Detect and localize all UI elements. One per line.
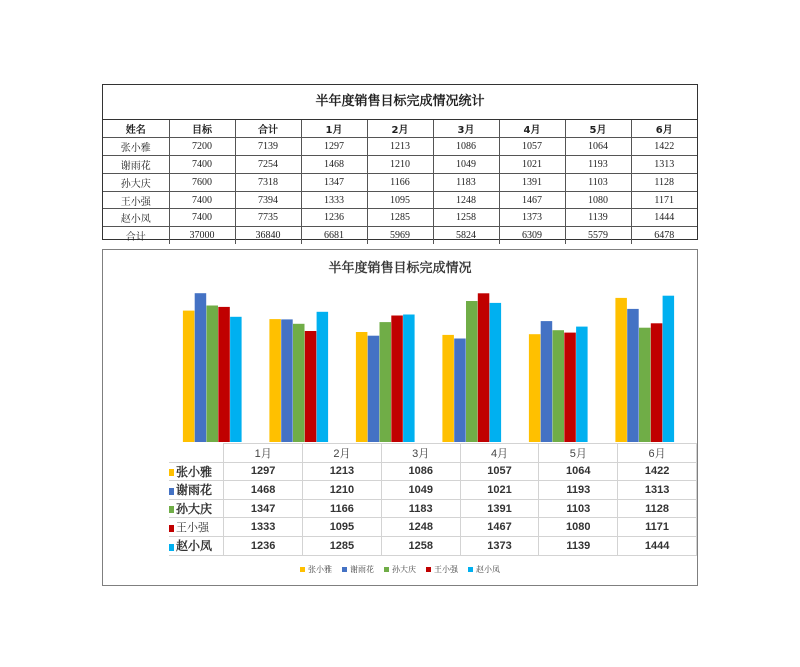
data-table-row xyxy=(169,462,697,481)
bar-赵小凤-2月 xyxy=(317,312,329,442)
data-label: 1171 xyxy=(618,518,697,537)
table-cell: 1468 xyxy=(301,155,367,173)
data-table-row xyxy=(169,499,697,518)
bar-孙大庆-5月 xyxy=(553,330,565,442)
bar-谢雨花-5月 xyxy=(541,321,553,442)
column-header: 姓名 xyxy=(103,120,169,137)
data-label: 1183 xyxy=(381,499,460,518)
bar-孙大庆-3月 xyxy=(380,322,392,442)
data-label: 1064 xyxy=(539,462,618,481)
series-label xyxy=(169,536,224,555)
category-tick-label: 4月 xyxy=(460,444,539,463)
data-label: 1128 xyxy=(618,499,697,518)
table-cell: 1347 xyxy=(301,173,367,191)
data-label: 1373 xyxy=(460,536,539,555)
series-name: 赵小凤 xyxy=(176,539,213,554)
table-cell: 1103 xyxy=(565,173,631,191)
data-label: 1467 xyxy=(460,518,539,537)
data-label: 1166 xyxy=(303,499,382,518)
series-label xyxy=(169,499,224,518)
series-name: 张小雅 xyxy=(176,464,213,479)
data-label: 1057 xyxy=(460,462,539,481)
series-name: 王小强 xyxy=(176,522,209,535)
bar-孙大庆-1月 xyxy=(207,306,219,443)
bar-王小强-3月 xyxy=(391,316,403,443)
bar-张小雅-1月 xyxy=(183,311,195,442)
legend-label: 孙大庆 xyxy=(392,565,416,574)
series-label xyxy=(169,462,224,481)
summary-table-header-row xyxy=(103,120,697,137)
table-cell: 7400 xyxy=(169,155,235,173)
bar-谢雨花-6月 xyxy=(627,309,639,442)
table-cell: 6478 xyxy=(654,230,675,242)
data-label: 1333 xyxy=(224,518,303,537)
table-cell: 1213 xyxy=(367,137,433,155)
data-label: 1213 xyxy=(303,462,382,481)
table-cell: 1049 xyxy=(433,155,499,173)
category-tick-label: 2月 xyxy=(303,444,382,463)
category-tick-label: 1月 xyxy=(224,444,303,463)
bar-谢雨花-2月 xyxy=(281,319,293,442)
data-table-row xyxy=(169,536,697,555)
bar-王小强-4月 xyxy=(478,293,490,442)
bar-赵小凤-5月 xyxy=(576,327,588,442)
data-table-row xyxy=(169,481,697,500)
data-label: 1444 xyxy=(618,536,697,555)
summary-table xyxy=(103,120,697,244)
legend-swatch xyxy=(426,567,431,572)
chart-panel xyxy=(102,249,698,586)
table-cell: 7400 xyxy=(169,209,235,227)
table-cell: 1210 xyxy=(367,155,433,173)
data-label: 1021 xyxy=(460,481,539,500)
legend-label: 谢雨花 xyxy=(350,565,374,574)
column-header: 5月 xyxy=(565,120,631,137)
data-label: 1139 xyxy=(539,536,618,555)
data-label: 1391 xyxy=(460,499,539,518)
table-row xyxy=(103,155,697,173)
row-name-cell: 合计 xyxy=(103,227,169,244)
data-label: 1193 xyxy=(539,481,618,500)
data-label: 1313 xyxy=(618,481,697,500)
data-label: 1210 xyxy=(303,481,382,500)
table-row xyxy=(103,227,697,244)
series-label xyxy=(169,518,224,537)
bar-王小强-5月 xyxy=(564,333,576,442)
bar-赵小凤-1月 xyxy=(230,317,242,442)
column-header: 2月 xyxy=(367,120,433,137)
table-cell: 5824 xyxy=(433,227,499,244)
series-swatch xyxy=(169,488,174,495)
table-cell: 7400 xyxy=(169,191,235,209)
table-cell: 7394 xyxy=(235,191,301,209)
table-row xyxy=(103,191,697,209)
bar-张小雅-4月 xyxy=(442,335,454,442)
table-cell: 1193 xyxy=(565,155,631,173)
table-cell: 1064 xyxy=(565,137,631,155)
series-swatch xyxy=(169,506,174,513)
table-cell: 1128 xyxy=(631,173,697,191)
bar-王小强-1月 xyxy=(218,307,230,442)
series-swatch xyxy=(169,544,174,551)
table-cell: 7600 xyxy=(169,173,235,191)
legend-label: 张小雅 xyxy=(308,565,332,574)
row-name-cell: 孙大庆 xyxy=(103,173,169,191)
bar-孙大庆-6月 xyxy=(639,328,651,442)
bar-孙大庆-4月 xyxy=(466,301,478,442)
series-name: 谢雨花 xyxy=(176,483,213,498)
table-cell: 1333 xyxy=(301,191,367,209)
data-label: 1422 xyxy=(618,462,697,481)
table-row xyxy=(103,173,697,191)
row-name-cell: 王小强 xyxy=(103,191,169,209)
table-cell: 1285 xyxy=(367,209,433,227)
table-cell: 1297 xyxy=(301,137,367,155)
bar-王小强-6月 xyxy=(651,323,663,442)
table-cell: 1095 xyxy=(367,191,433,209)
data-label: 1236 xyxy=(224,536,303,555)
data-label: 1248 xyxy=(381,518,460,537)
legend-swatch xyxy=(342,567,347,572)
table-cell: 36840 xyxy=(235,227,301,244)
chart-data-table xyxy=(169,443,697,556)
series-label xyxy=(169,481,224,500)
bar-张小雅-6月 xyxy=(615,298,627,442)
table-cell: 1258 xyxy=(433,209,499,227)
bar-谢雨花-4月 xyxy=(454,339,466,443)
data-label: 1049 xyxy=(381,481,460,500)
table-cell: 6681 xyxy=(301,227,367,244)
data-label: 1297 xyxy=(224,462,303,481)
table-cell: 1313 xyxy=(631,155,697,173)
legend-swatch xyxy=(384,567,389,572)
table-cell: 1236 xyxy=(301,209,367,227)
table-cell: 1086 xyxy=(433,137,499,155)
table-cell: 1373 xyxy=(499,209,565,227)
legend-swatch xyxy=(300,567,305,572)
legend-item xyxy=(468,564,500,575)
column-header: 4月 xyxy=(499,120,565,137)
table-cell: 1166 xyxy=(367,173,433,191)
table-cell: 7254 xyxy=(235,155,301,173)
table-cell: 1171 xyxy=(631,191,697,209)
bar-赵小凤-4月 xyxy=(490,303,502,442)
legend-item xyxy=(426,564,458,575)
table-cell: 5969 xyxy=(367,227,433,244)
summary-table-panel xyxy=(102,84,698,244)
legend-label: 王小强 xyxy=(434,565,458,574)
column-header: 6月 xyxy=(631,120,697,137)
legend-item xyxy=(300,564,332,575)
table-cell: 7318 xyxy=(235,173,301,191)
legend-swatch xyxy=(468,567,473,572)
bar-谢雨花-1月 xyxy=(195,293,207,442)
table-cell: 7735 xyxy=(235,209,301,227)
data-label: 1103 xyxy=(539,499,618,518)
series-swatch xyxy=(169,469,174,476)
category-tick-label: 6月 xyxy=(618,444,697,463)
table-cell: 1248 xyxy=(433,191,499,209)
row-name-cell: 赵小凤 xyxy=(103,209,169,227)
table-cell: 5579 xyxy=(565,227,631,244)
legend-label: 赵小凤 xyxy=(476,565,500,574)
table-cell: 1391 xyxy=(499,173,565,191)
data-label: 1468 xyxy=(224,481,303,500)
legend-item xyxy=(342,564,374,575)
table-cell: 1467 xyxy=(499,191,565,209)
table-cell: 1021 xyxy=(499,155,565,173)
data-label: 1258 xyxy=(381,536,460,555)
table-cell: 1422 xyxy=(631,137,697,155)
summary-table-title: 半年度销售目标完成情况统计 xyxy=(103,85,697,120)
table-cell: 1057 xyxy=(499,137,565,155)
table-cell: 1183 xyxy=(433,173,499,191)
table-cell: 7139 xyxy=(235,137,301,155)
data-table-row xyxy=(169,518,697,537)
table-cell: 37000 xyxy=(169,227,235,244)
table-cell: 1444 xyxy=(631,209,697,227)
bar-张小雅-3月 xyxy=(356,332,368,442)
column-header: 1月 xyxy=(301,120,367,137)
category-tick-label: 5月 xyxy=(539,444,618,463)
row-name-cell: 张小雅 xyxy=(103,137,169,155)
data-label: 1086 xyxy=(381,462,460,481)
table-cell: 1080 xyxy=(565,191,631,209)
data-label: 1095 xyxy=(303,518,382,537)
bar-孙大庆-2月 xyxy=(293,324,305,442)
bar-谢雨花-3月 xyxy=(368,336,380,442)
legend-item xyxy=(384,564,416,575)
table-cell: 1139 xyxy=(565,209,631,227)
data-label: 1080 xyxy=(539,518,618,537)
chart-legend xyxy=(103,564,697,575)
bar-张小雅-2月 xyxy=(269,319,281,442)
data-label: 1285 xyxy=(303,536,382,555)
table-cell: 6309 xyxy=(499,227,565,244)
table-row xyxy=(103,209,697,227)
series-name: 孙大庆 xyxy=(176,502,213,517)
row-name-cell: 谢雨花 xyxy=(103,155,169,173)
bar-张小雅-5月 xyxy=(529,334,541,442)
chart-title: 半年度销售目标完成情况 xyxy=(328,261,472,276)
series-swatch xyxy=(169,525,174,532)
bar-赵小凤-6月 xyxy=(663,296,675,442)
column-header: 目标 xyxy=(169,120,235,137)
bar-赵小凤-3月 xyxy=(403,315,415,443)
table-cell: 7200 xyxy=(169,137,235,155)
category-tick-label: 3月 xyxy=(381,444,460,463)
bar-王小强-2月 xyxy=(305,331,317,442)
data-label: 1347 xyxy=(224,499,303,518)
column-header: 3月 xyxy=(433,120,499,137)
column-header: 合计 xyxy=(235,120,301,137)
table-row xyxy=(103,137,697,155)
data-table-corner xyxy=(169,444,224,463)
